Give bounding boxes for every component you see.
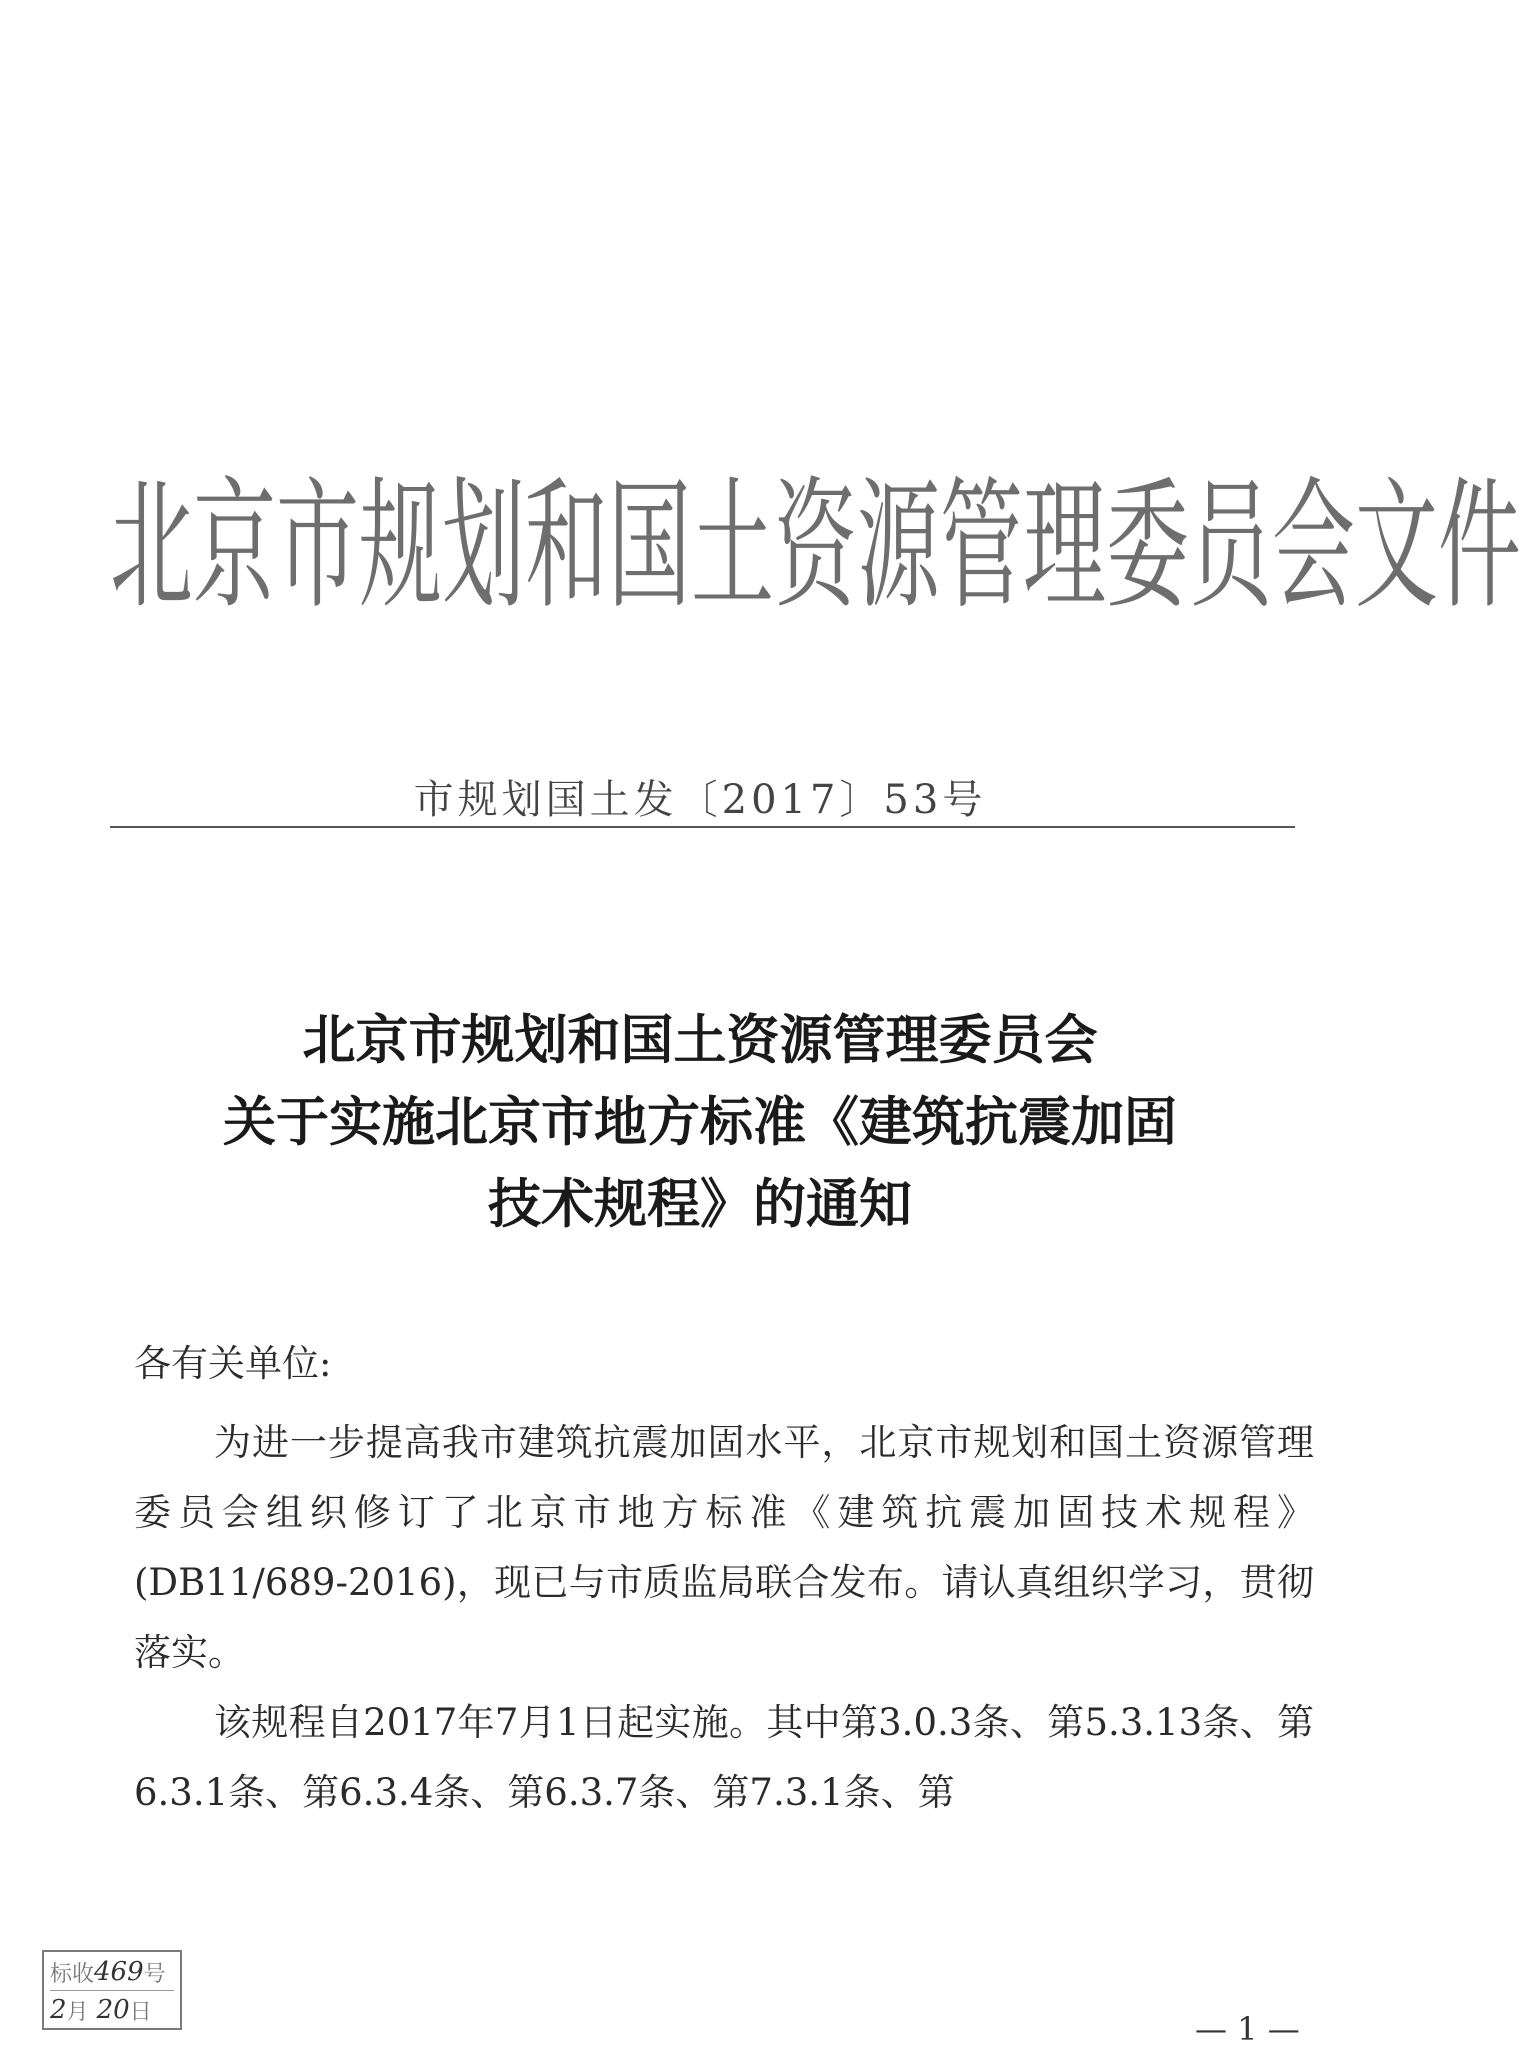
- issuer-header: [110, 462, 1521, 632]
- issuer-header-char: 国: [608, 463, 691, 629]
- header-divider: [110, 826, 1295, 828]
- issuer-header-char: 会: [1272, 463, 1355, 629]
- issuer-header-char: 委: [1106, 463, 1189, 629]
- issuer-header-char: 市: [276, 463, 359, 629]
- salutation: 各有关单位:: [134, 1342, 332, 1385]
- notice-title: [0, 1000, 1400, 1246]
- issuer-header-char: 京: [193, 463, 276, 629]
- receipt-suffix: 号: [143, 1961, 166, 1987]
- receipt-number: 469: [94, 1957, 144, 1987]
- body-paragraph: 为进一步提高我市建筑抗震加固水平，北京市规划和国土资源管理委员会组织修订了北京市地方标准《建筑抗震加固技术规程》(DB11/689-2016)，现已与市质监局联合发布。请认真组织学习，贯彻落实。: [134, 1421, 1314, 1674]
- receipt-day-label: 日: [129, 1999, 152, 2025]
- receipt-date-row: [50, 1992, 174, 2028]
- receipt-number-row: [50, 1954, 174, 1991]
- issuer-header-char: 件: [1438, 463, 1521, 629]
- title-line: 技术规程》的通知: [488, 1174, 912, 1235]
- title-line: 关于实施北京市地方标准《建筑抗震加固: [223, 1092, 1177, 1153]
- receipt-day: 20: [96, 1995, 130, 2025]
- issuer-header-char: 和: [525, 463, 608, 629]
- issuer-header-char: 管: [940, 463, 1023, 629]
- issuer-header-char: 土: [691, 463, 774, 629]
- issuer-header-char: 规: [359, 463, 442, 629]
- receipt-month: 2: [50, 1995, 67, 2025]
- issuer-header-char: 北: [110, 463, 193, 629]
- issuer-header-char: 员: [1189, 463, 1272, 629]
- issuer-header-char: 理: [1023, 463, 1106, 629]
- issuer-header-char: 划: [442, 463, 525, 629]
- body-paragraph: 该规程自2017年7月1日起实施。其中第3.0.3条、第5.3.13条、第6.3.1条、第6.3.4条、第6.3.7条、第7.3.1条、第: [134, 1701, 1314, 1814]
- document-number: 市规划国土发〔2017〕53号: [413, 777, 987, 823]
- page-number: — 1 —: [1195, 2010, 1300, 2048]
- issuer-header-char: 资: [774, 463, 857, 629]
- issuer-header-char: 源: [857, 463, 940, 629]
- receipt-label: 标收: [50, 1961, 95, 1987]
- receipt-stamp: [42, 1950, 182, 2030]
- title-line: 北京市规划和国土资源管理委员会: [302, 1010, 1098, 1071]
- issuer-header-char: 文: [1355, 463, 1438, 629]
- receipt-month-label: 月: [66, 1999, 89, 2025]
